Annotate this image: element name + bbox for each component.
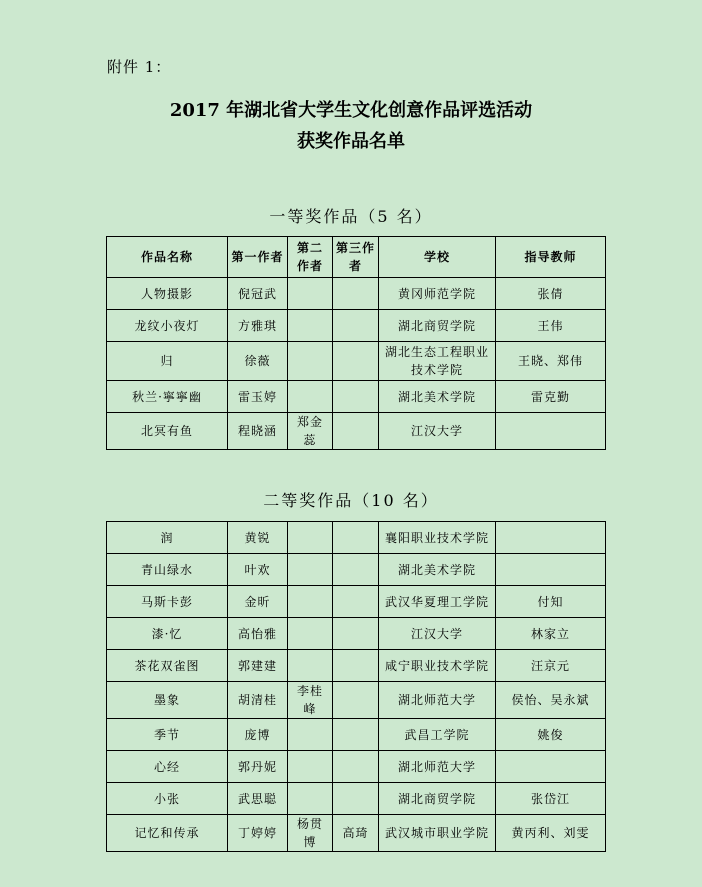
cell-author3 (333, 719, 379, 751)
cell-author1: 武思聪 (228, 783, 288, 815)
cell-author1: 程晓涵 (228, 413, 288, 450)
cell-author2 (288, 586, 333, 618)
header-author1: 第一作者 (228, 237, 288, 278)
cell-teacher (496, 554, 606, 586)
cell-school: 江汉大学 (379, 413, 496, 450)
cell-school: 黄冈师范学院 (379, 278, 496, 310)
cell-author2 (288, 783, 333, 815)
table-row (107, 342, 606, 381)
cell-author1: 郭建建 (228, 650, 288, 682)
cell-teacher: 张倩 (496, 278, 606, 310)
table-row (107, 815, 606, 852)
table-row (107, 554, 606, 586)
table-row (107, 381, 606, 413)
cell-author3 (333, 586, 379, 618)
cell-work: 茶花双雀图 (107, 650, 228, 682)
cell-author1: 胡清桂 (228, 682, 288, 719)
cell-teacher: 汪京元 (496, 650, 606, 682)
header-author3: 第三作者 (333, 237, 379, 278)
cell-teacher: 雷克勤 (496, 381, 606, 413)
table-header-row (107, 237, 606, 278)
cell-author1: 倪冠武 (228, 278, 288, 310)
cell-author2 (288, 618, 333, 650)
cell-author1: 郭丹妮 (228, 751, 288, 783)
cell-author2 (288, 278, 333, 310)
cell-author2 (288, 554, 333, 586)
cell-school: 湖北师范大学 (379, 751, 496, 783)
header-teacher: 指导教师 (496, 237, 606, 278)
document-title: 2017 年湖北省大学生文化创意作品评选活动 (169, 100, 533, 121)
cell-teacher: 王伟 (496, 310, 606, 342)
cell-author2: 郑金蕊 (288, 413, 333, 450)
cell-author3 (333, 682, 379, 719)
cell-teacher: 张岱江 (496, 783, 606, 815)
cell-school: 湖北商贸学院 (379, 310, 496, 342)
cell-author2 (288, 650, 333, 682)
cell-author3 (333, 618, 379, 650)
second-prize-table (106, 521, 606, 852)
cell-work: 马斯卡彭 (107, 586, 228, 618)
cell-author2: 杨贯博 (288, 815, 333, 852)
cell-author1: 金昕 (228, 586, 288, 618)
cell-school: 湖北美术学院 (379, 381, 496, 413)
document-subtitle: 获奖作品名单 (297, 131, 405, 152)
cell-author2 (288, 342, 333, 381)
cell-work: 心经 (107, 751, 228, 783)
cell-school: 湖北商贸学院 (379, 783, 496, 815)
cell-teacher (496, 522, 606, 554)
cell-author2 (288, 719, 333, 751)
cell-author3: 高琦 (333, 815, 379, 852)
first-prize-heading: 一等奖作品（5 名） (269, 207, 433, 226)
second-prize-heading: 二等奖作品（10 名） (263, 491, 439, 510)
cell-author2 (288, 381, 333, 413)
table-row (107, 522, 606, 554)
table-row (107, 783, 606, 815)
cell-work: 季节 (107, 719, 228, 751)
attachment-label: 附件 1： (107, 58, 172, 76)
cell-teacher: 黄丙利、刘雯 (496, 815, 606, 852)
first-prize-table (106, 236, 606, 450)
cell-school: 襄阳职业技术学院 (379, 522, 496, 554)
cell-teacher (496, 751, 606, 783)
cell-author2 (288, 751, 333, 783)
cell-author3 (333, 278, 379, 310)
cell-school: 武汉华夏理工学院 (379, 586, 496, 618)
cell-school: 咸宁职业技术学院 (379, 650, 496, 682)
table-row (107, 310, 606, 342)
cell-school: 武昌工学院 (379, 719, 496, 751)
cell-work: 人物摄影 (107, 278, 228, 310)
cell-school: 武汉城市职业学院 (379, 815, 496, 852)
cell-work: 漆·忆 (107, 618, 228, 650)
cell-author2 (288, 522, 333, 554)
header-work: 作品名称 (107, 237, 228, 278)
cell-teacher: 付知 (496, 586, 606, 618)
cell-author1: 庞博 (228, 719, 288, 751)
header-school: 学校 (379, 237, 496, 278)
cell-work: 北冥有鱼 (107, 413, 228, 450)
cell-author1: 高怡雅 (228, 618, 288, 650)
cell-author1: 雷玉婷 (228, 381, 288, 413)
cell-author3 (333, 783, 379, 815)
cell-author1: 黄锐 (228, 522, 288, 554)
cell-author2 (288, 310, 333, 342)
cell-school: 湖北美术学院 (379, 554, 496, 586)
cell-author3 (333, 342, 379, 381)
cell-author1: 方雅琪 (228, 310, 288, 342)
cell-author3 (333, 310, 379, 342)
cell-work: 秋兰·寧寧幽 (107, 381, 228, 413)
cell-school: 湖北生态工程职业技术学院 (379, 342, 496, 381)
table-row (107, 586, 606, 618)
table-row (107, 413, 606, 450)
table-row (107, 751, 606, 783)
table-row (107, 650, 606, 682)
cell-author1: 叶欢 (228, 554, 288, 586)
cell-work: 小张 (107, 783, 228, 815)
cell-author3 (333, 554, 379, 586)
cell-school: 江汉大学 (379, 618, 496, 650)
cell-work: 润 (107, 522, 228, 554)
cell-teacher (496, 413, 606, 450)
cell-work: 墨象 (107, 682, 228, 719)
cell-author3 (333, 751, 379, 783)
cell-author2: 李桂峰 (288, 682, 333, 719)
cell-author1: 丁婷婷 (228, 815, 288, 852)
cell-school: 湖北师范大学 (379, 682, 496, 719)
table-row (107, 719, 606, 751)
cell-work: 龙纹小夜灯 (107, 310, 228, 342)
cell-author3 (333, 650, 379, 682)
table-row (107, 682, 606, 719)
cell-teacher: 王晓、郑伟 (496, 342, 606, 381)
cell-work: 记忆和传承 (107, 815, 228, 852)
cell-author3 (333, 381, 379, 413)
cell-author1: 徐薇 (228, 342, 288, 381)
cell-teacher: 侯怡、吴永斌 (496, 682, 606, 719)
table-row (107, 278, 606, 310)
cell-author3 (333, 522, 379, 554)
cell-teacher: 姚俊 (496, 719, 606, 751)
cell-work: 青山绿水 (107, 554, 228, 586)
cell-author3 (333, 413, 379, 450)
cell-teacher: 林家立 (496, 618, 606, 650)
cell-work: 归 (107, 342, 228, 381)
table-row (107, 618, 606, 650)
header-author2: 第二作者 (288, 237, 333, 278)
